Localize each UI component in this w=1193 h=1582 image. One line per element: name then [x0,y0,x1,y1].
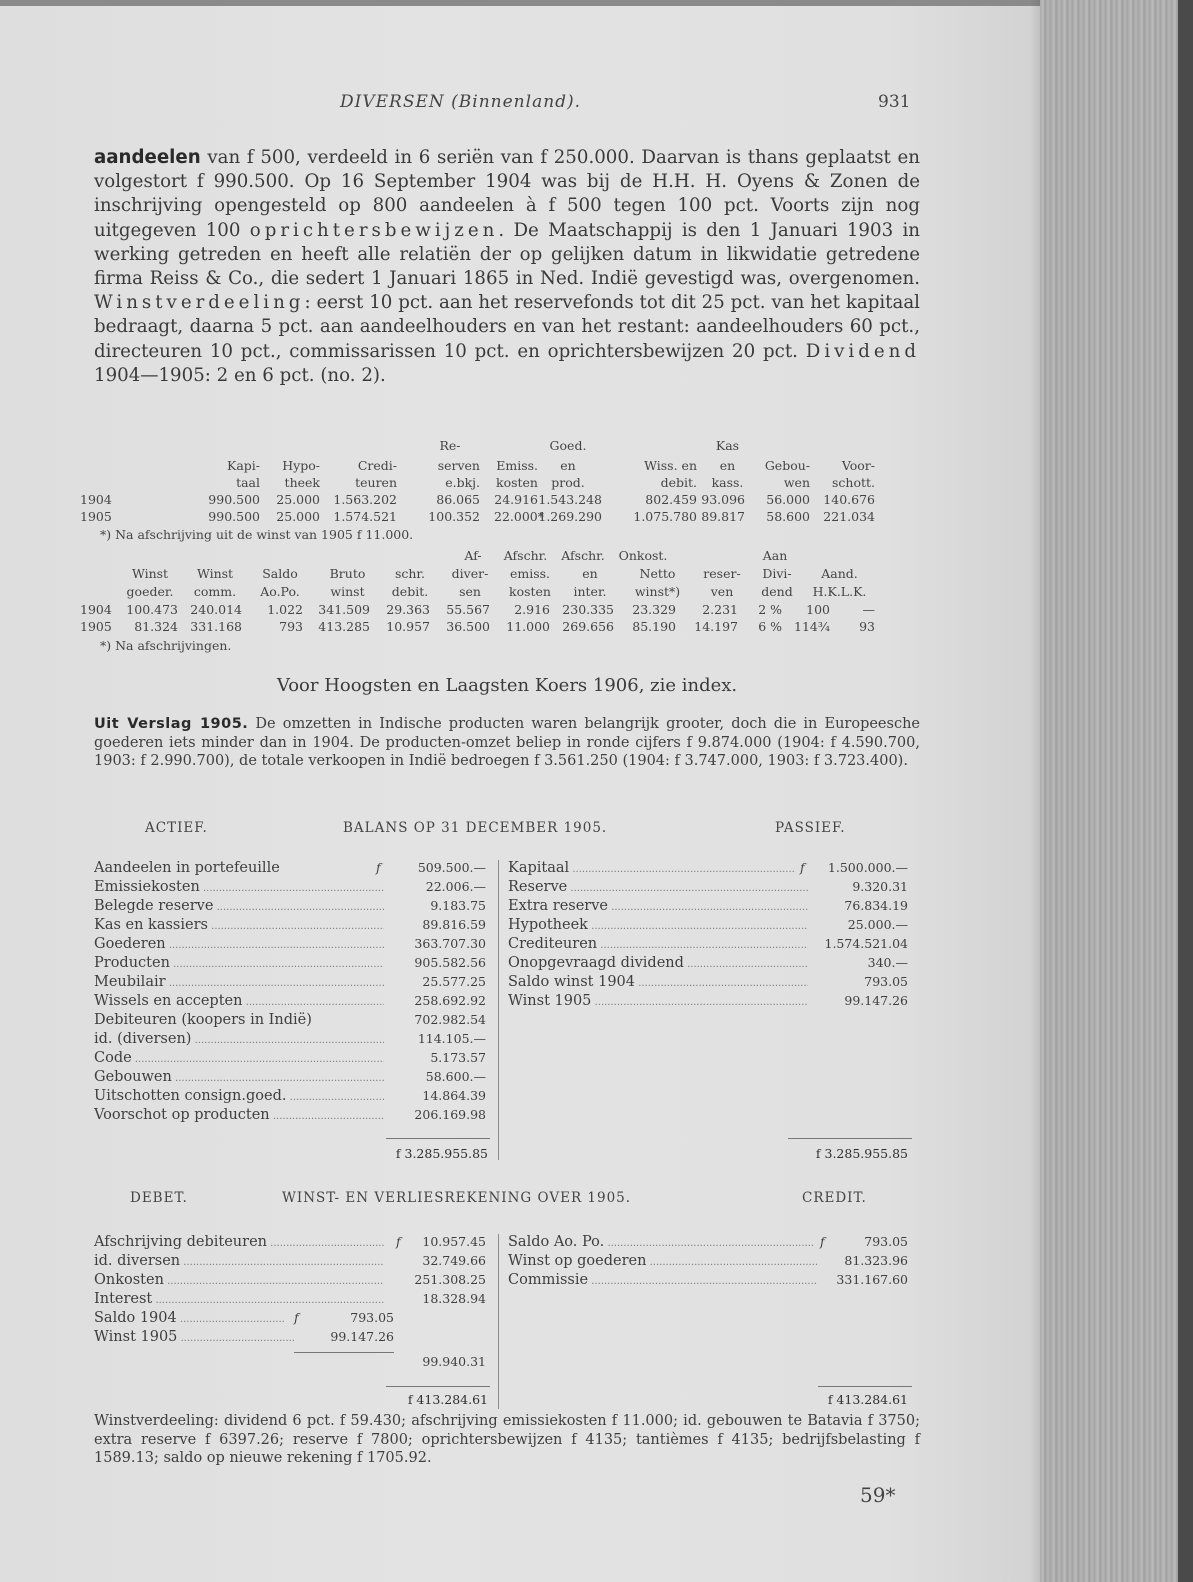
ledger-label: id. diversen ..... [94,1253,384,1269]
table-cell: 269.656 [562,619,614,634]
ledger-row [94,1069,494,1088]
ledger-label: Onopgevraagd dividend ..... [508,955,808,971]
table-cell: — [862,602,875,617]
table-header-cell: Bruto [329,566,366,581]
table-header-cell: Goed. [549,438,587,453]
ledger-row [94,860,494,879]
ledger-row [94,1329,494,1348]
winstverdeeling-paragraph: Winstverdeeling: dividend 6 pct. f 59.430; afschrijving emissiekosten f 11.000; id. gebouwen te Batavia f 3750; extra reserve f 6397.26; reserve f 7800; oprichtersbewijzen f 4135; tantièmes f 4135; bedrijfsbelasting f 1589.13; saldo op nieuwe rekening f 1705.92. [94,1413,920,1466]
ledger-label: Goederen ..... [94,936,384,952]
ledger-label: Emissiekosten ..... [94,879,384,895]
ledger-row [94,936,494,955]
table-cell: 2.916 [514,602,550,617]
table-cell: 230.335 [562,602,614,617]
ledger-amount: 905.582.56 [414,955,486,970]
table-year-cell: 1904 [80,492,112,507]
table-header-cell: taal [236,475,260,490]
intro-spaced-2: Winstverdeeling [94,292,305,314]
intro-lead-word: aandeelen [94,147,201,168]
ledger-amount: 58.600.— [425,1069,486,1084]
table-cell: 990.500 [208,509,260,524]
table-cell: 331.168 [190,619,242,634]
ledger-amount: 251.308.25 [414,1272,486,1287]
intro-text-2: . De Maatschappij is den 1 Januari 1903 in werking getreden en heeft alle relatiën der op gelijken datum in likwidatie getredene firma Reiss & Co., die sedert 1 Januari 1865 in Ned. Indië gevestigd was, overgenomen. [94,219,920,290]
table-header-cell: Aand. [821,566,858,581]
ledger-label: Commissie ..... [508,1272,818,1288]
ledger-label: id. (diversen) ..... [94,1031,384,1047]
table-cell: 89.817 [701,509,745,524]
table-cell: 341.509 [318,602,370,617]
table-cell: 240.014 [190,602,242,617]
table-header-cell: winst*) [634,584,681,599]
table-header-cell: Winst [131,566,169,581]
ledger-label: Crediteuren ..... [508,936,808,952]
balans-passief-list [508,860,920,1030]
table-header-cell: ven [710,584,734,599]
table-header-cell: en [582,566,598,581]
ledger-row [94,879,494,898]
table-header-cell: debit. [660,475,697,490]
winst-total-left: f 413.284.61 [407,1392,488,1407]
table-cell: 100 [806,602,830,617]
table-year-cell: 1905 [80,509,112,524]
verslag-text: De omzetten in Indische producten waren belangrijk grooter, doch die in Europeesche goederen iets minder dan in 1904. De producten-omzet beliep in ronde cijfers f 9.874.000 (1904: f 4.590.700, 1903: f 2.990.700), de totale verkoopen in Indië bedroegen f 3.561.250 (1904: f 3.747.000, 1903: f 3.723.400). [94,716,920,769]
table-header-cell: reser- [703,566,741,581]
table-cell: 85.190 [632,619,676,634]
table-header-cell: e.bkj. [445,475,480,490]
ledger-label: Winst op goederen ..... [508,1253,818,1269]
winst-total-right: f 413.284.61 [827,1392,908,1407]
table-cell: 1.543.248 [538,492,602,507]
table-header-cell: Netto [639,566,676,581]
ledger-row [94,1050,494,1069]
table-header-cell: Credi- [357,458,397,473]
ledger-amount: 258.692.92 [414,993,486,1008]
table-cell: 81.324 [134,619,178,634]
ledger-label: Producten ..... [94,955,384,971]
table-header-cell: theek [284,475,320,490]
running-head: DIVERSEN (Binnenland). [340,92,582,112]
table-cell: 93.096 [701,492,745,507]
ledger-row [94,955,494,974]
ledger-label: Saldo 1904 ..... [94,1310,284,1326]
ledger-amount: 32.749.66 [422,1253,486,1268]
table-header-cell: prod. [551,475,585,490]
table-cell: 11.000 [506,619,550,634]
ledger-amount: 206.169.98 [414,1107,486,1122]
ledger-label: Debiteuren (koopers in Indië) [94,1012,312,1028]
ledger-amount: 793.05 [864,974,908,989]
winst-right-head: CREDIT. [802,1190,867,1206]
ledger-amount: 793.05 [864,1234,908,1249]
winst-left-total-rule [386,1386,490,1387]
ledger-row [508,898,920,917]
ledger-row [94,1310,494,1329]
ledger-amount: 1.574.521.04 [824,936,908,951]
ledger-amount: 22.006.— [425,879,486,894]
table-cell: 6 % [758,619,782,634]
book-page-edges [1040,0,1193,1582]
ledger-amount: 340.— [867,955,908,970]
table-cell: 86.065 [436,492,480,507]
table-cell: 10.957 [386,619,430,634]
balans-left-total-rule [386,1138,490,1139]
table-header-cell: diver- [451,566,489,581]
table-cell: 1.022 [267,602,303,617]
ledger-label: Gebouwen ..... [94,1069,384,1085]
table-cell: 23.329 [632,602,676,617]
table-header-cell: Voor- [841,458,875,473]
table-cell: 990.500 [208,492,260,507]
balans-total-right: f 3.285.955.85 [815,1146,908,1161]
ledger-row [94,1012,494,1031]
table-cell: 1.574.521 [333,509,397,524]
intro-spaced-3: Dividend [805,340,920,362]
table-cell: 100.352 [428,509,480,524]
table-header-cell: wen [783,475,810,490]
ledger-amount: 14.864.39 [422,1088,486,1103]
table-header-cell: Kas [715,438,740,453]
currency-sign: f [376,860,381,875]
ledger-row [508,1253,920,1272]
table-header-cell: serven [437,458,480,473]
ledger-label: Interest ..... [94,1291,384,1307]
ledger-amount: 99.147.26 [330,1329,394,1344]
table-header-cell: winst [330,584,365,599]
ledger-amount: 25.000.— [847,917,908,932]
ledger-label: Wissels en accepten ..... [94,993,384,1009]
ledger-row [94,1253,494,1272]
ledger-label: Code ..... [94,1050,384,1066]
ledger-row [508,879,920,898]
ledger-label: Voorschot op producten ..... [94,1107,384,1123]
balans-left-head: ACTIEF. [145,820,208,836]
table-cell: 1.269.290 [538,509,602,524]
table-cell: 22.000* [494,509,544,524]
ledger-row [94,1088,494,1107]
ledger-row [94,1031,494,1050]
ledger-label: Onkosten ..... [94,1272,384,1288]
ledger-row [508,860,920,879]
table-header-cell: Afschr. [561,548,605,563]
balans-right-total-rule [788,1138,912,1139]
table-header-cell: dend [761,584,793,599]
ledger-amount: 89.816.59 [422,917,486,932]
ledger-amount: 10.957.45 [422,1234,486,1249]
table-header-cell: Gebou- [764,458,810,473]
winst-column-divider [498,1234,499,1409]
intro-paragraph [94,146,920,388]
ledger-row [94,1107,494,1126]
winst-title: WINST- EN VERLIESREKENING OVER 1905. [282,1190,632,1206]
table-header-cell: schr. [394,566,426,581]
ledger-label: Afschrijving debiteuren ..... [94,1234,384,1250]
table-cell: 1.563.202 [333,492,397,507]
ledger-row [94,1291,494,1310]
ledger-amount: 509.500.— [417,860,486,875]
intro-text-1: van f 500, verdeeld in 6 seriën van f 250.000. Daarvan is thans geplaatst en volgestort f 990.500. Op 16 September 1904 was bij de H.H. H. Oyens & Zonen de inschrijving opengesteld op 800 aandeelen à f 500 tegen 100 pct. Voorts zijn nog uitgegeven 100 [94,147,920,241]
table-year-cell: 1904 [80,602,112,617]
verslag-paragraph [94,715,920,771]
ledger-row [94,1234,494,1253]
table-header-cell: debit. [391,584,429,599]
intro-spaced-1: oprichtersbewijzen [249,219,499,241]
table-header-cell: Hypo- [282,458,320,473]
table-cell: 25.000 [276,509,320,524]
balans-column-divider [498,860,499,1160]
ledger-row [94,974,494,993]
ledger-amount: 114.105.— [417,1031,486,1046]
table-header-cell: comm. [193,584,237,599]
ledger-subtotal: 99.940.31 [422,1354,486,1369]
table-cell: 1.075.780 [633,509,697,524]
table-cell: 793 [279,619,303,634]
ledger-label: Meubilair ..... [94,974,384,990]
table-cell: 114¾ [794,619,830,634]
table-header-cell: Aan [762,548,788,563]
table-header-cell: Kapi- [226,458,260,473]
ledger-amount: 99.147.26 [844,993,908,1008]
ledger-amount: 18.328.94 [422,1291,486,1306]
ledger-row [508,1272,920,1291]
winst-credit-list [508,1234,920,1314]
table-header-cell: schott. [831,475,875,490]
ledger-row [508,1234,920,1253]
ledger-amount: 81.323.96 [844,1253,908,1268]
ledger-row [94,917,494,936]
currency-sign: f [294,1310,299,1325]
signature-mark: 59* [860,1483,896,1507]
profit-history-table [80,548,940,673]
table-cell: 56.000 [766,492,810,507]
intro-text-3: : eerst 10 pct. aan het reservefonds tot dit 25 pct. van het kapitaal bedraagt, daarna 5 pct. aan aandeelhouders en van het restant: aandeelhouders 60 pct., directeuren 10 pct., commissarissen 10 pct. en oprichtersbewijzen 20 pct. [94,292,920,362]
ledger-row [508,955,920,974]
balans-right-head: PASSIEF. [775,820,846,836]
winst-debet-list [94,1234,494,1384]
ledger-label: Winst 1905 ..... [508,993,808,1009]
book-cover-edge [1178,0,1193,1582]
ledger-row [94,1354,494,1373]
ledger-label: Reserve ..... [508,879,808,895]
table-header-cell: teuren [355,475,397,490]
ledger-label: Aandeelen in portefeuille [94,860,280,876]
table-header-cell: kass. [711,475,744,490]
balans-actief-list [94,860,494,1160]
table-cell: 100.473 [126,602,178,617]
ledger-row [94,898,494,917]
currency-sign: f [800,860,805,875]
table-cell: 14.197 [694,619,738,634]
ledger-label: Saldo winst 1904 ..... [508,974,808,990]
table-cell: 55.567 [446,602,490,617]
table-cell: 25.000 [276,492,320,507]
ledger-label: Belegde reserve ..... [94,898,384,914]
ledger-label: Hypotheek ..... [508,917,808,933]
ledger-amount: 363.707.30 [414,936,486,951]
table-cell: 221.034 [823,509,875,524]
winst-right-total-rule [818,1386,912,1387]
table-header-cell: sen [459,584,481,599]
table-cell: 2.231 [702,602,738,617]
subtotal-rule [294,1352,394,1353]
verslag-lead: Uit Verslag 1905. [94,716,249,732]
table-header-cell: en [560,458,576,473]
ledger-row [94,1272,494,1291]
ledger-row [508,917,920,936]
table-footnote: *) Na afschrijving uit de winst van 1905 f 11.000. [100,527,414,542]
table-year-cell: 1905 [80,619,112,634]
table-header-cell: Onkost. [618,548,668,563]
ledger-amount: 702.982.54 [414,1012,486,1027]
ledger-amount: 9.183.75 [430,898,486,913]
ledger-label: Kapitaal ..... [508,860,796,876]
scan-top-edge [0,0,1193,6]
ledger-amount: 5.173.57 [430,1050,486,1065]
ledger-row [508,974,920,993]
ledger-label: Saldo Ao. Po. ..... [508,1234,814,1250]
ledger-amount: 9.320.31 [852,879,908,894]
table-header-cell: kosten [509,584,551,599]
currency-sign: f [820,1234,825,1249]
table-header-cell: H.K.L.K. [812,584,867,599]
ledger-row [94,993,494,1012]
ledger-amount: 1.500.000.— [827,860,908,875]
table-header-cell: Af- [464,548,482,563]
table-cell: 93 [859,619,875,634]
ledger-label: Kas en kassiers ..... [94,917,384,933]
ledger-label: Uitschotten consign.goed. ..... [94,1088,384,1104]
table-header-cell: en [719,458,736,473]
table-cell: 36.500 [446,619,490,634]
table-cell: 24.916 [494,492,538,507]
table-header-cell: Emiss. [496,458,538,473]
intro-text-4: 1904—1905: 2 en 6 pct. (no. 2). [94,364,386,386]
table-cell: 2 % [758,602,782,617]
balans-title: BALANS OP 31 DECEMBER 1905. [343,820,608,836]
table-header-cell: kosten [496,475,538,490]
ledger-row [508,936,920,955]
table-header-cell: inter. [573,584,607,599]
table-header-cell: Winst [196,566,234,581]
currency-sign: f [396,1234,401,1249]
table-header-cell: Afschr. [503,548,548,563]
table-header-cell: Saldo [262,566,298,581]
balance-history-table [80,438,940,558]
table-cell: 29.363 [386,602,430,617]
ledger-label: Winst 1905 ..... [94,1329,294,1345]
table-header-cell: Ao.Po. [260,584,300,599]
table-header-cell: emiss. [509,566,551,581]
balans-total-left: f 3.285.955.85 [395,1146,488,1161]
table-footnote: *) Na afschrijvingen. [100,638,232,653]
table-cell: 140.676 [823,492,875,507]
koers-note: Voor Hoogsten en Laagsten Koers 1906, zie index. [276,675,738,696]
ledger-amount: 25.577.25 [422,974,486,989]
ledger-amount: 76.834.19 [844,898,908,913]
table-header-cell: Divi- [762,566,792,581]
ledger-row [508,993,920,1012]
table-cell: 58.600 [766,509,810,524]
page-number: 931 [878,92,911,112]
ledger-amount: 331.167.60 [836,1272,908,1287]
table-cell: 413.285 [318,619,370,634]
table-header-cell: goeder. [126,584,174,599]
winst-left-head: DEBET. [130,1190,188,1206]
table-header-cell: Re- [439,438,461,453]
table-header-cell: Wiss. en [644,458,697,473]
table-cell: 802.459 [645,492,697,507]
ledger-label: Extra reserve ..... [508,898,808,914]
ledger-amount: 793.05 [350,1310,394,1325]
